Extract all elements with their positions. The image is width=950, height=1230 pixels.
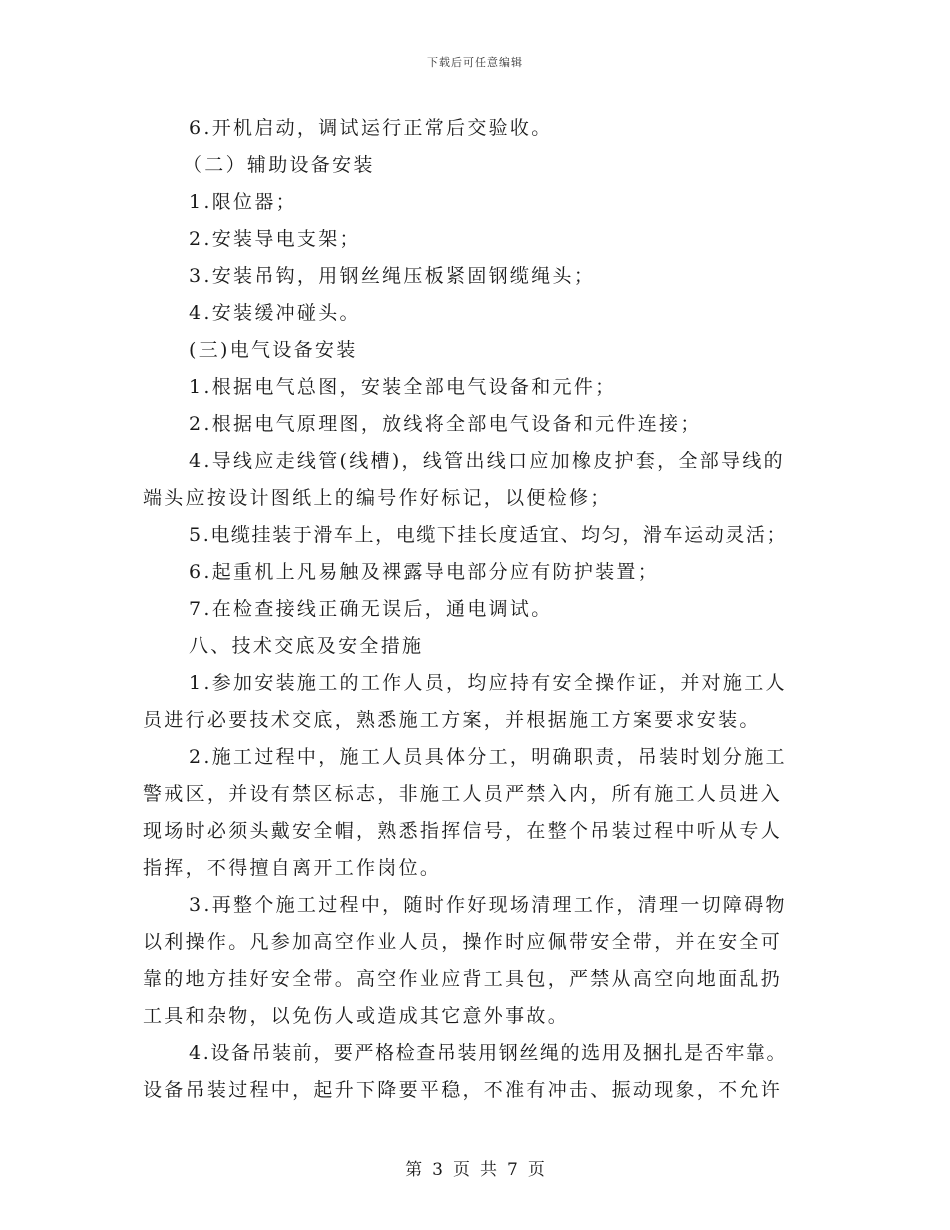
text-line: 1.限位器； bbox=[189, 191, 297, 213]
document-body bbox=[143, 110, 813, 1109]
text-line: 指挥，不得擅自离开工作岗位。 bbox=[143, 857, 442, 879]
text-line: 6.开机启动，调试运行正常后交验收。 bbox=[189, 117, 553, 139]
text-line: 7.在检查接线正确无误后，通电调试。 bbox=[189, 598, 553, 620]
text-line: 端头应按设计图纸上的编号作好标记，以便检修； bbox=[143, 487, 612, 509]
text-line: 员进行必要技术交底，熟悉施工方案，并根据施工方案要求安装。 bbox=[143, 709, 761, 731]
text-line: 2.根据电气原理图，放线将全部电气设备和元件连接； bbox=[189, 413, 702, 435]
text-line: 3.安装吊钩，用钢丝绳压板紧固钢缆绳头； bbox=[189, 265, 596, 287]
text-line: 2.施工过程中，施工人员具体分工，明确职责，吊装时划分施工 bbox=[189, 746, 787, 768]
text-line: 4.安装缓冲碰头。 bbox=[189, 302, 361, 324]
page-footer bbox=[0, 1155, 950, 1180]
section-heading: (三)电气设备安装 bbox=[189, 339, 358, 361]
text-line: 4.设备吊装前，要严格检查吊装用钢丝绳的选用及捆扎是否牢靠。 bbox=[189, 1042, 788, 1064]
footer-label-ye: 页 bbox=[453, 1160, 470, 1180]
section-heading: （二）辅助设备安装 bbox=[183, 154, 375, 176]
current-page-number: 3 bbox=[432, 1160, 443, 1180]
text-line: 以利操作。凡参加高空作业人员，操作时应佩带安全带，并在安全可 bbox=[143, 931, 783, 953]
text-line: 工具和杂物，以免伤人或造成其它意外事故。 bbox=[143, 1005, 570, 1027]
text-line: 警戒区，并设有禁区标志，非施工人员严禁入内，所有施工人员进入 bbox=[143, 783, 783, 805]
section-heading: 八、技术交底及安全措施 bbox=[189, 635, 424, 657]
total-page-number: 7 bbox=[507, 1160, 518, 1180]
text-line: 现场时必须头戴安全帽，熟悉指挥信号，在整个吊装过程中听从专人 bbox=[143, 820, 783, 842]
text-line: 设备吊装过程中，起升下降要平稳，不准有冲击、振动现象，不允许 bbox=[143, 1079, 783, 1101]
text-line: 1.根据电气总图，安装全部电气设备和元件； bbox=[189, 376, 617, 398]
page-header: 下载后可任意编辑 bbox=[427, 56, 523, 69]
text-line: 2.安装导电支架； bbox=[189, 228, 361, 250]
text-line: 4.导线应走线管(线槽)，线管出线口应加橡皮护套，全部导线的 bbox=[189, 450, 785, 472]
text-line: 6.起重机上凡易触及裸露导电部分应有防护装置； bbox=[189, 561, 660, 583]
text-line: 5.电缆挂装于滑车上，电缆下挂长度适宜、均匀，滑车运动灵活； bbox=[189, 524, 788, 546]
footer-label-ye2: 页 bbox=[527, 1160, 545, 1180]
footer-label-di: 第 bbox=[405, 1160, 423, 1180]
text-line: 1.参加安装施工的工作人员，均应持有安全操作证，并对施工人 bbox=[189, 672, 787, 694]
footer-label-gong: 共 bbox=[480, 1160, 497, 1180]
text-line: 靠的地方挂好安全带。高空作业应背工具包，严禁从高空向地面乱扔 bbox=[143, 968, 783, 990]
text-line: 3.再整个施工过程中，随时作好现场清理工作，清理一切障碍物 bbox=[189, 894, 787, 916]
